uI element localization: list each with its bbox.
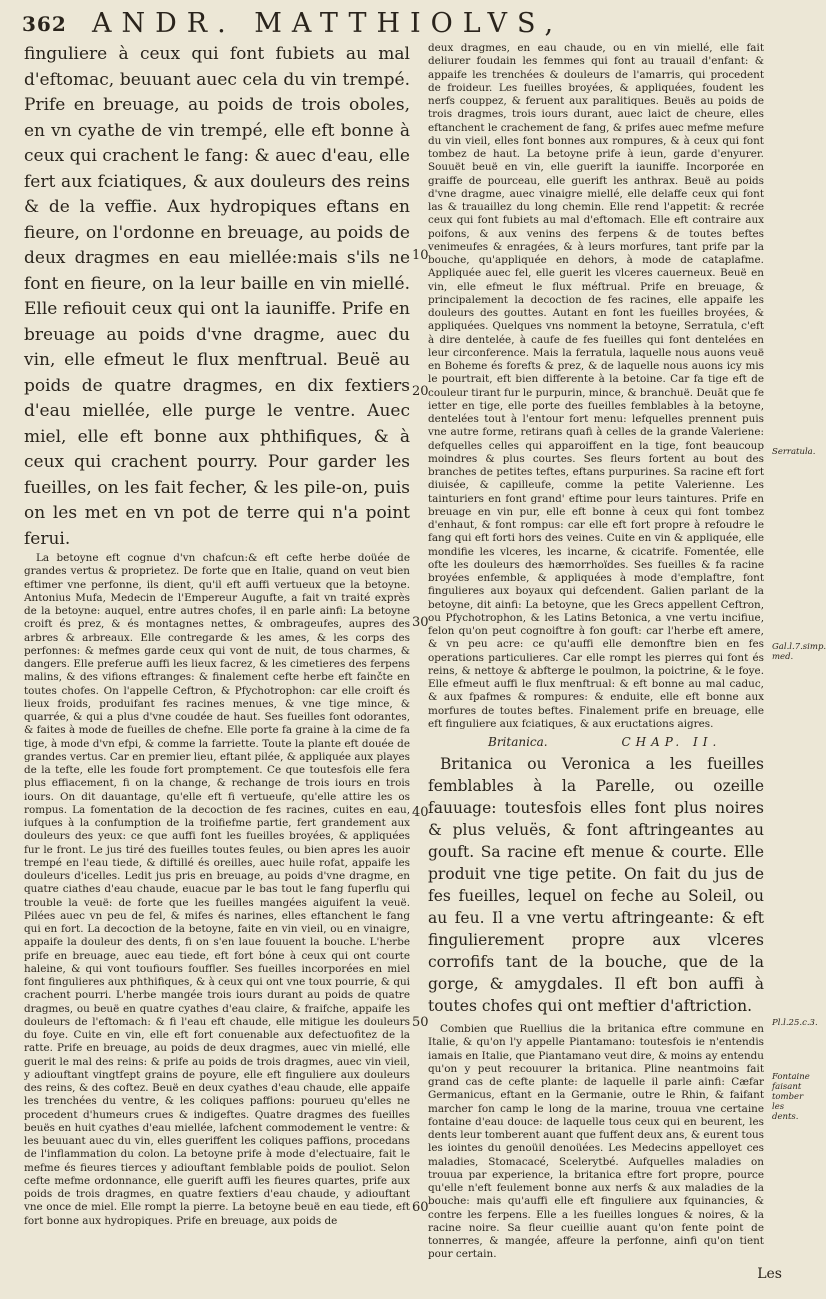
left-small-paragraph: La betoyne eft cognue d'vn chafcun:& eft cefte herbe doüée de grandes vertus & proprietez. De forte que en Italie, quand on veut bien eftimer vne perfonne, ils dient, qu'il eft auffi vertueux que la betoyne. Antonius Mufa, Medecin de l'Empereur Augufte, a fait vn traité exprès de la betoyne: auquel, entre autres chofes, il en parle ainfi: La betoyne croift és prez, & és montagnes nettes, & ombrageufes, aupres des arbres & arbreaux. Elle contregarde & les ames, & les corps des perfonnes: & mefmes garde ceux qui vont de nuit, de tous charmes, & dangers. Elle preferue auffi les lieux facrez, & les cimetieres des ferpens malins, & des vifions eftranges: & finalement cefte herbe eft fainčte en toutes chofes. On l'appelle Ceftron, & Pfychotrophon: car elle croift és lieux froids, produifant fes racines menues, & vne tige mince, & quarrée, & qui a plus d'vne coudée de haut. Ses fueilles font odorantes, & faites à mode de fueilles de chefne. Elle porte fa graine à la cime de fa tige, à mode d'vn efpi, & comme la farriette. Toute la plante eft douée de grandes vertus. Car en premier lieu, eftant pilée, & appliquée aux playes de la tefte, elle les foude fort promptement. Ce que toutesfois elle fera plus effiacement, fi on la change, & rechange de trois iours en trois iours. On dit dauantage, qu'elle eft fi vertueufe, qu'elle attire les os rompus. La fomentation de la decoction de fes racines, cuites en eau, iufques à la confumption de la troifiefme partie, fert grandement aux douleurs des yeux: ce que auffi font les fueilles broyées, & appliquées fur le front. Le jus tiré des fueilles toutes feules, ou bien apres les auoir trempé en l'eau tiede, & diftillé és oreilles, auec huile rofat, appaife les douleurs d'icelles. Ledit jus pris en breuage, au poids d'vne dragme, en quatre ciathes d'eau chaude, euacue par le bas tout le fang fuperflu qui trouble la veuë: de forte que les fueilles mangées aiguifent la veuë. Pilées auec vn peu de fel, & mifes és narines, elles eftanchent le fang qui en fort. La decoction de la betoyne, faite en vin vieil, ou en vinaigre, appaife la douleur des dents, fi on s'en laue fouuent la bouche. L'herbe prife en breuage, auec eau tiede, eft fort bóne à ceux qui ont courte haleine, & qui vont toufiours fouffler. Ses fueilles incorporées en miel font fingulieres aux phthifiques, & à ceux qui ont vne toux pourrie, & qui crachent pourri. L'herbe mangée trois iours durant au poids de quatre dragmes, ou beuë en quatre cyathes d'eau claire, & fraifche, appaife les douleurs de l'eftomach: & fi l'eau eft chaude, elle mitigue les douleurs du foye. Cuite en vin, elle eft fort conuenable aux defectuofitez de la ratte. Prife en breuage, au poids de deux dragmes, auec vin miellé, elle guerit le mal des reins: & prife au poids de trois dragmes, auec vin vieil, y adiouftant vingtfept grains de poyure, elle eft finguliere aux douleurs des reins, & des coftez. Beuë en deux cyathes d'eau chaude, elle appaife les trenchées du ventre, & les coliques paffions: pourueu qu'elles ne procedent d'humeurs crues & indigeftes. Quatre dragmes des fueilles beuës en huit cyathes d'eau miellée, lafchent commodement le ventre: & les beuuant auec du vin, elles gueriffent les coliques paffions, procedans de l'inflammation du colon. La betoyne prife à mode d'electuaire, fait le mefme és fieures tierces y adiouftant femblable poids de pouliot. Selon cefte mefme ordonnance, elle guerift auffi les fieures quartes, prife aux poids de trois dragmes, en quatre fextiers d'eau chaude, y adiouftant vne once de miel. Elle rompt la pierre. La betoyne beuë en eau tiede, eft fort bonne aux hydropiques. Prife en breuage, aux poids de bbox=[24, 552, 410, 1227]
margin-note-fountain: Fontaine faisant tomber les dents. bbox=[772, 1072, 810, 1122]
left-large-paragraph: finguliere à ceux qui font fubiets au mal d'eftomac, beuuant auec cela du vin trempé. Prife en breuage, au poids de trois oboles, en vn cyathe de vin trempé, elle eft bonne à ceux qui crachent le fang: & auec d'eau, elle fert aux fciatiques, & aux douleurs des reins & de la veffie. Aux hydropiques eftans en fieure, on l'ordonne en breuage, au poids de deux dragmes en eau miellée:mais s'ils ne font en fieure, on la leur baille en vin miellé. Elle refiouit ceux qui ont la iauniffe. Prife en breuage au poids d'vne dragme, auec du vin, elle efmeut le flux menftrual. Beuë au poids de quatre dragmes, en dix fextiers d'eau miellée, elle purge le ventre. Auec miel, elle eft bonne aux phthifiques, & à ceux qui crachent pourry. Pour garder les fueilles, on les fait fecher, & les pile-on, puis on les met en vn pot de terre qui n'a point ferui. bbox=[24, 44, 410, 549]
line-number-30: 30 bbox=[412, 615, 429, 630]
running-head: ANDR. MATTHIOLVS, bbox=[92, 8, 564, 39]
chapter-title: Britanica. bbox=[488, 735, 548, 749]
left-column bbox=[24, 42, 410, 1292]
catchword: Les bbox=[757, 1266, 782, 1282]
margin-note-serratula: Serratula. bbox=[772, 447, 816, 457]
line-number-60: 60 bbox=[412, 1200, 429, 1215]
line-number-40: 40 bbox=[412, 805, 429, 820]
line-number-10: 10 bbox=[412, 248, 429, 263]
page-header bbox=[22, 8, 770, 40]
margin-note-galen: Gal.l.7.simp. med. bbox=[772, 642, 826, 662]
page-number: 362 bbox=[22, 12, 67, 36]
right-column bbox=[428, 42, 764, 1264]
line-number-20: 20 bbox=[412, 384, 429, 399]
right-small-paragraph-bottom: Combien que Ruellius die la britanica eftre commune en Italie, & qu'on l'y appelle Piantamano: toutesfois ie n'entendis iamais en Italie, que Piantamano veut dire, & moins ay entendu qu'on y peut recouurer la britanica. Pline neantmoins fait grand cas de cefte plante: de laquelle il parle ainfi: Cæfar Germanicus, eftant en la Germanie, outre le Rhin, & faifant marcher fon camp le long de la marine, trouua vne certaine fontaine d'eau douce: de laquelle tous ceux qui en beurent, les dents leur tomberent auant que fuffent deux ans, & eurent tous les iointes du genoüil denoüées. Les Medecins appelloyet ces maladies, Stomacacé, Scelerytbé. Aufquelles maladies on trouua par experience, la britanica eftre fort propre, pource qu'elle n'eft feulement bonne aux nerfs & aux maladies de la bouche: mais qu'auffi elle eft finguliere aux fquinancies, & contre les ferpens. Elle a les fueilles longues & noires, & la racine noire. Sa fleur cueillie auant qu'on fente point de tonnerres, & mangée, affeure la perfonne, ainfi qu'on tient pour certain. bbox=[428, 1023, 765, 1261]
chapter-heading bbox=[428, 731, 764, 753]
margin-note-pliny: Pl.l.25.c.3. bbox=[772, 1018, 818, 1028]
line-number-50: 50 bbox=[412, 1015, 429, 1030]
right-large-paragraph: Britanica ou Veronica a les fueilles femblables à la Parelle, ou ozeille fauuage: toutesfois elles font plus noires & plus veluës, & font aftringeantes au gouft. Sa racine eft menue & courte. Elle produit vne tige petite. On fait du jus de fes fueilles, lequel on feche au Soleil, ou au feu. Il a vne vertu aftringeante: & eft fingulierement propre aux vlceres corrofifs tant de la bouche, que de la gorge, & amygdales. Il eft bon auffi à toutes chofes qui ont meftier d'aftriction. bbox=[428, 755, 764, 1015]
right-small-paragraph-top: deux dragmes, en eau chaude, ou en vin miellé, elle fait deliurer foudain les femmes qui font au trauail d'enfant: & appaife les trenchées & douleurs de l'amarris, qui procedent de froideur. Les fueilles broyées, & appliquées, foudent les nerfs couppez, & feruent aux paralitiques. Beuës au poids de trois dragmes, trois iours durant, auec laict de cheure, elles eftanchent le crachement de fang, & prifes auec mefme mefure du vin vieil, elles font bonnes aux rompures, & à ceux qui font tombez de haut. La betoyne prife à ieun, garde d'enyurer. Souuët beuë en vin, elle guerift la iauniffe. Incorporée en graiffe de pourceau, elle guerift les anthrax. Beuë au poids d'vne dragme, auec vinaigre miellé, elle delaffe ceux qui font las & trauaillez du long chemin. Elle rend l'appetit: & recrée ceux qui font fubiets au mal d'eftomach. Elle eft contraire aux poifons, & aux venins des ferpens & de toutes beftes venimeufes & enragées, & à leurs morfures, tant prife par la bouche, qu'appliquée en dehors, à mode de cataplafme. Appliquée auec fel, elle guerit les vlceres cauerneux. Beuë en vin, elle efmeut le flux méftrual. Prife en breuage, & principalement la decoction de fes racines, elle appaife les douleurs des gouttes. Autant en font les fueilles broyées, & appliquées. Quelques vns nomment la betoyne, Serratula, c'eft à dire dentelée, à caufe de fes fueilles qui font dentelées en leur circonference. Mais la ferratula, laquelle nous auons veuë en Boheme és forefts & prez, & de laquelle nous auons icy mis le pourtrait, eft bien differente à la betoine. Car fa tige eft de couleur tirant fur le purpurin, mince, & branchuë. Deuāt que fe ietter en tige, elle porte des fueilles femblables à la betoyne, dentelées tout à l'entour fort menu: lefquelles prennent puis vne autre forme, retirans quafi à celles de la grande Valeriene: defquelles celles qui apparoiffent en la tige, font beaucoup moindres & plus courtes. Ses fleurs fortent au bout des branches de petites teftes, eftans purpurines. Sa racine eft fort diuisée, & capilleufe, comme la petite Valerienne. Les tainturiers en font grand' eftime pour leurs taintures. Prife en breuage en vin pur, elle eft bonne à ceux qui font tombez d'enhaut, & font rompus: car elle eft fort propre à refoudre le fang qui eft forti hors des veines. Cuite en vin & appliquée, elle mondifie les vlceres, les incarne, & cicatrife. Fomentée, elle ofte les douleurs des hæmorrhoïdes. Ses fueilles & fa racine broyées enfemble, & appliquées à mode d'emplaftre, font fingulieres aux boyaux qui defcendent. Galien parlant de la betoyne, dit ainfi: La betoyne, que les Grecs appellent Ceftron, ou Pfychotrophon, & les Latins Betonica, a vne vertu incifiue, felon qu'on peut cognoiftre à fon gouft: car l'herbe eft amere, & vn peu acre: ce qu'auffi elle demonftre bien en fes operations particulieres. Car elle rompt les pierres qui font és reins, & nettoye & abfterge le poulmon, la poictrine, & le foye. Elle efmeut auffi le flux menftrual: & eft bonne au mal caduc, & aux fpafmes & rompures: & enduite, elle eft bonne aux morfures de toutes beftes. Finalement prife en breuage, elle eft finguliere aux fciatiques, & aux eructations aigres. bbox=[428, 42, 764, 730]
chapter-number: CHAP. II. bbox=[621, 735, 722, 749]
